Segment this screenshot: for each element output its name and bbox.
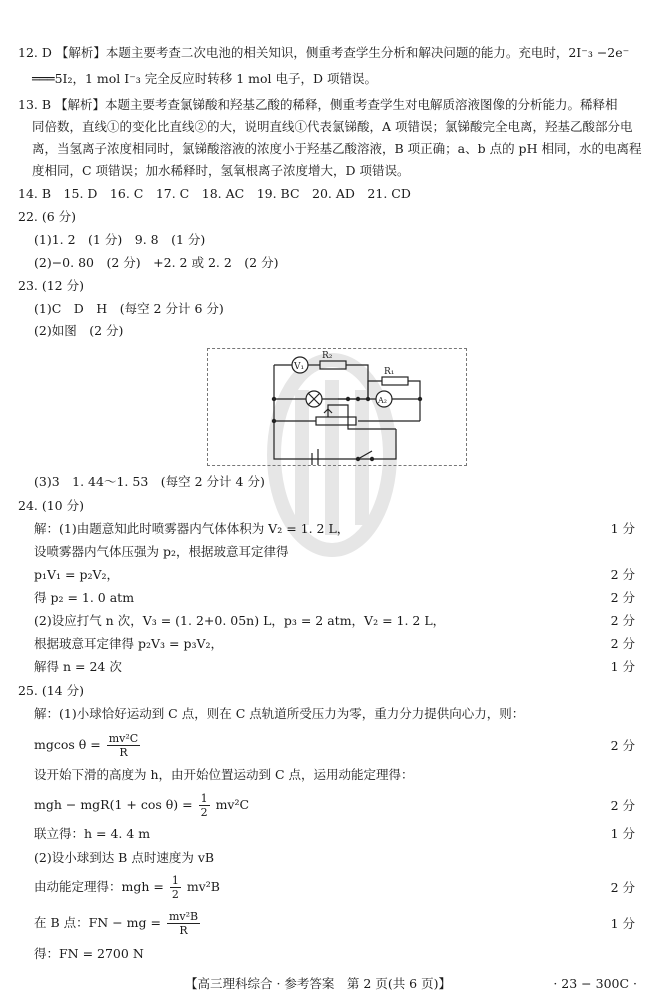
q25-eq-4-score: 1 分	[610, 916, 635, 931]
q25-step-4: (2)设小球到达 B 点时速度为 vB	[34, 850, 215, 865]
q25-eq-2-fraction	[199, 792, 210, 819]
q24-step-5-score: 2 分	[610, 613, 635, 628]
q23-heading: 23. (12 分)	[18, 278, 84, 293]
q22-heading: 22. (6 分)	[18, 209, 77, 224]
q24-heading: 24. (10 分)	[18, 498, 84, 513]
q25-eq-3-score: 2 分	[610, 880, 635, 895]
q23-part-2: (2)如图 (2 分)	[34, 323, 124, 338]
circuit-svg	[208, 349, 466, 465]
q25-eq-2-score: 2 分	[610, 798, 635, 813]
q24-step-1: 解：(1)由题意知此时喷雾器内气体体积为 V₂ = 1. 2 L，	[34, 521, 350, 536]
q24-step-3: p₁V₁ = p₂V₂，	[34, 567, 120, 582]
q25-eq-2-left: mgh − mgR(1 + cos θ) =	[34, 797, 193, 812]
v1-label: V₁	[294, 362, 305, 372]
q22-part-2: (2)−0. 80 (2 分) +2. 2 或 2. 2 (2 分)	[34, 255, 279, 270]
q25-eq-3-left: 由动能定理得：mgh =	[34, 879, 164, 894]
q25-eq-3-den: 2	[171, 888, 179, 901]
q25-eq-1-den: R	[119, 746, 128, 759]
q12-line-2: ═══5I₂，1 mol I⁻₃ 完全反应时转移 1 mol 电子，D 项错误。	[32, 71, 378, 86]
q25-eq-1-score: 2 分	[610, 738, 635, 753]
q24-step-2: 设喷雾器内气体压强为 p₂，根据玻意耳定律得	[34, 544, 289, 559]
q22-part-1: (1)1. 2 (1 分) 9. 8 (1 分)	[34, 232, 206, 247]
q23-part-3: (3)3 1. 44～1. 53 (每空 2 分计 4 分)	[34, 474, 265, 489]
q13-line-4: 度相同，C 项错误；加水稀释时，氢氧根离子浓度增大，D 项错误。	[32, 163, 410, 178]
q24-step-1-score: 1 分	[610, 521, 635, 536]
q24-step-4: 得 p₂ = 1. 0 atm	[34, 590, 135, 605]
q24-step-3-score: 2 分	[610, 567, 635, 582]
q24-step-7: 解得 n = 24 次	[34, 659, 122, 674]
circuit-diagram	[207, 348, 467, 466]
q25-eq-2-den: 2	[200, 806, 208, 819]
q25-eq-1-num: mv²C	[108, 732, 139, 745]
q25-eq-1-left: mgcos θ =	[34, 737, 101, 752]
q25-heading: 25. (14 分)	[18, 683, 84, 698]
q24-step-6-score: 2 分	[610, 636, 635, 651]
q25-eq-1	[34, 732, 142, 759]
q13-line-3: 离，当氢离子浓度相同时，氯锑酸溶液的浓度小于羟基乙酸溶液，B 项正确；a、b 点的 pH 相同，水的电离程	[32, 141, 642, 156]
q23-part-1: (1)C D H (每空 2 分计 6 分)	[34, 301, 224, 316]
q25-eq-4	[34, 910, 202, 937]
q25-eq-2-num: 1	[200, 792, 208, 805]
q25-eq-4-left: 在 B 点：FN − mg =	[34, 915, 161, 930]
q25-eq-3-fraction	[170, 874, 181, 901]
q25-eq-2	[34, 792, 249, 819]
q25-eq-1-fraction	[107, 732, 140, 759]
q24-step-5: (2)设应打气 n 次，V₃ = (1. 2+0. 05n) L，p₃ = 2 atm，V₂ = 1. 2 L，	[34, 613, 446, 628]
q25-eq-4-fraction	[167, 910, 200, 937]
r2-label: R₂	[322, 351, 333, 361]
q24-step-7-score: 1 分	[610, 659, 635, 674]
q25-eq-3-num: 1	[171, 874, 179, 887]
q24-step-6: 根据玻意耳定律得 p₂V₃ = p₃V₂，	[34, 636, 223, 651]
q13-line-1: 13. B 【解析】本题主要考查氯锑酸和羟基乙酸的稀释，侧重考查学生对电解质溶液图像的分析能力。稀释相	[18, 97, 618, 112]
q25-eq-4-num: mv²B	[168, 910, 199, 923]
q25-eq-3-right: mv²B	[186, 879, 220, 894]
q25-step-1: 解：(1)小球恰好运动到 C 点，则在 C 点轨道所受压力为零，重力分力提供向心力，则：	[34, 706, 525, 721]
q25-step-3: 联立得：h = 4. 4 m	[34, 826, 151, 841]
q25-step-2: 设开始下滑的高度为 h，由开始位置运动到 C 点，运用动能定理得：	[34, 767, 414, 782]
q12-line-1: 12. D 【解析】本题主要考查二次电池的相关知识，侧重考查学生分析和解决问题的能力。充电时，2I⁻₃ −2e⁻	[18, 45, 630, 60]
q25-eq-4-den: R	[179, 924, 188, 937]
q25-step-3-score: 1 分	[610, 826, 635, 841]
q25-eq-2-right: mv²C	[215, 797, 250, 812]
q25-step-5: 得：FN = 2700 N	[34, 946, 144, 961]
a2-label: A₂	[378, 396, 387, 405]
q24-step-4-score: 2 分	[610, 590, 635, 605]
q25-eq-3	[34, 874, 220, 901]
footer-code: · 23 − 300C ·	[553, 976, 637, 991]
r1-label: R₁	[384, 367, 395, 377]
q14-21-answers: 14. B 15. D 16. C 17. C 18. AC 19. BC 20. AD 21. CD	[18, 186, 411, 201]
q13-line-2: 同倍数，直线①的变化比直线②的大，说明直线①代表氯锑酸，A 项错误；氯锑酸完全电离，羟基乙酸部分电	[32, 119, 633, 134]
footer-page-info: 【高三理科综合 · 参考答案 第 2 页(共 6 页)】	[185, 976, 451, 991]
